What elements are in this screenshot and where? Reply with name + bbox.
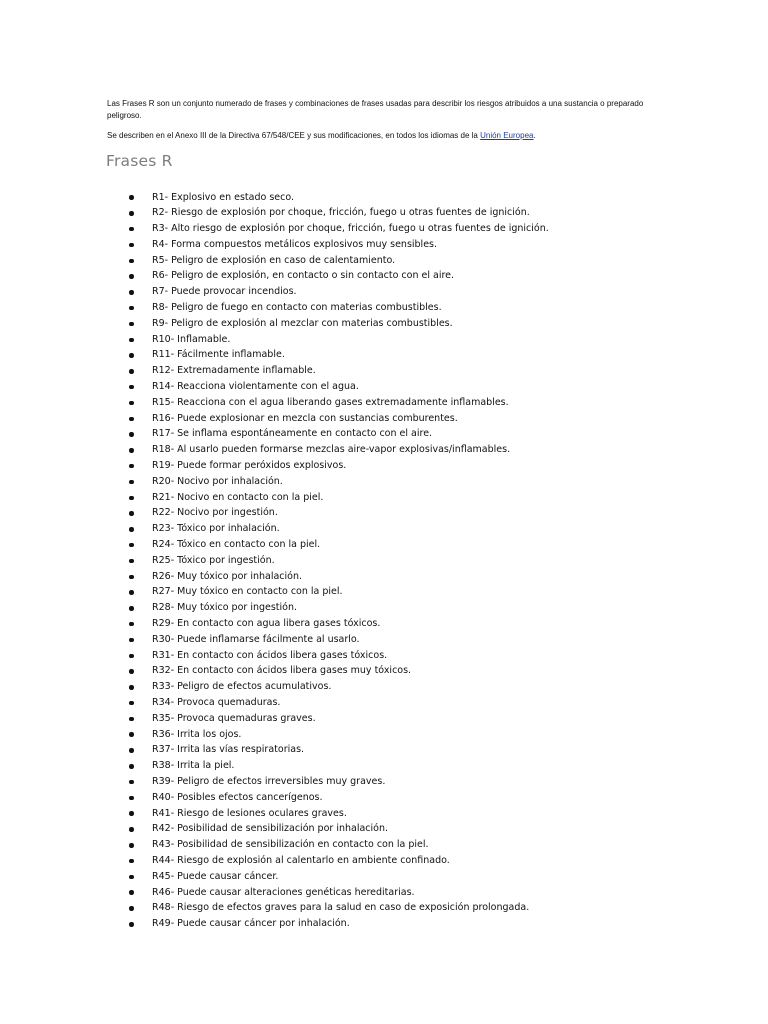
bullet-icon [129,701,134,706]
list-item [126,821,549,837]
phrase-text: R42- Posibilidad de sensibilización por inhalación. [152,823,388,835]
phrase-text: R16- Puede explosionar en mezcla con sustancias comburentes. [152,412,458,424]
list-item [126,553,549,569]
list-item [126,900,549,916]
list-item [126,869,549,885]
phrase-text: R45- Puede causar cáncer. [152,870,279,882]
list-item [126,253,549,269]
phrase-text: R36- Irrita los ojos. [152,728,242,740]
list-item [126,853,549,869]
list-item [126,316,549,332]
list-item [126,679,549,695]
phrase-text: R14- Reacciona violentamente con el agua. [152,381,359,393]
phrase-text: R48- Riesgo de efectos graves para la salud en caso de exposición prolongada. [152,902,530,914]
bullet-icon [129,780,134,785]
phrase-text: R34- Provoca quemaduras. [152,697,281,708]
list-item [126,663,549,679]
list-item [126,458,549,474]
bullet-icon [129,353,134,358]
phrase-text: R32- En contacto con ácidos libera gases muy tóxicos. [152,665,412,677]
list-item [126,237,549,253]
phrase-text: R33- Peligro de efectos acumulativos. [152,681,332,693]
list-item [126,758,549,774]
phrase-text: R40- Posibles efectos cancerígenos. [152,791,323,803]
phrase-text: R21- Nocivo en contacto con la piel. [152,491,324,503]
phrase-text: R19- Puede formar peróxidos explosivos. [152,460,347,472]
phrase-text: R8- Peligro de fuego en contacto con materias combustibles. [152,302,442,314]
list-item [126,505,549,521]
bullet-icon [129,717,134,722]
intro-paragraph: Las Frases R son un conjunto numerado de frases y combinaciones de frases usadas para describir los riesgos atribuidos a una sustancia o preparado peligroso. [107,99,644,120]
bullet-icon [129,811,134,816]
union-europea-link[interactable]: Unión Europea [480,131,534,140]
phrase-text: R18- Al usarlo pueden formarse mezclas aire-vapor explosivas/inflamables. [152,444,511,456]
phrase-text: R43- Posibilidad de sensibilización en contacto con la piel. [152,839,429,851]
section-heading: Frases R [106,152,173,170]
bullet-icon [129,290,134,295]
bullet-icon [129,369,134,374]
list-item [126,616,549,632]
phrase-text: R4- Forma compuestos metálicos explosivos muy sensibles. [152,238,438,250]
bullet-icon [129,274,134,279]
bullet-icon [129,906,134,911]
bullet-icon [129,590,134,595]
bullet-icon [129,480,134,485]
list-item [126,363,549,379]
bullet-icon [129,401,134,406]
bullet-icon [129,432,134,437]
list-item [126,347,549,363]
bullet-icon [129,322,134,327]
phrase-text: R5- Peligro de explosión en caso de calentamiento. [152,254,396,266]
bullet-icon [129,606,134,611]
list-item [126,411,549,427]
list-item [126,711,549,727]
bullet-icon [129,511,134,516]
bullet-icon [129,259,134,264]
phrase-text: R24- Tóxico en contacto con la piel. [152,539,321,551]
bullet-icon [129,527,134,532]
phrase-text: R6- Peligro de explosión, en contacto o sin contacto con el aire. [152,270,455,282]
bullet-icon [129,732,134,737]
phrase-text: R27- Muy tóxico en contacto con la piel. [152,586,343,598]
phrase-text: R44- Riesgo de explosión al calentarlo en ambiente confinado. [152,854,450,866]
bullet-icon [129,496,134,501]
list-item [126,474,549,490]
list-item [126,695,549,711]
list-item [126,885,549,901]
phrase-text: R39- Peligro de efectos irreversibles muy graves. [152,775,386,787]
list-item [126,205,549,221]
phrase-text: R12- Extremadamente inflamable. [152,365,316,377]
list-item [126,221,549,237]
phrase-text: R15- Reacciona con el agua liberando gases extremadamente inflamables. [152,396,509,408]
phrase-text: R20- Nocivo por inhalación. [152,475,283,487]
list-item [126,774,549,790]
phrase-text: R35- Provoca quemaduras graves. [152,712,316,724]
bullet-icon [129,306,134,311]
list-item [126,806,549,822]
list-item [126,190,549,206]
list-item [126,727,549,743]
phrase-text: R26- Muy tóxico por inhalación. [152,570,303,582]
bullet-icon [129,338,134,343]
phrase-text: R23- Tóxico por inhalación. [152,523,280,535]
phrase-text: R30- Puede inflamarse fácilmente al usarlo. [152,633,360,645]
list-item [126,268,549,284]
list-item [126,584,549,600]
phrase-text: R41- Riesgo de lesiones oculares graves. [152,807,347,819]
list-item [126,300,549,316]
phrase-text: R38- Irrita la piel. [152,760,235,772]
list-item [126,537,549,553]
bullet-icon [129,543,134,548]
bullet-icon [129,669,134,674]
list-item [126,600,549,616]
bullet-icon [129,448,134,453]
list-item [126,521,549,537]
phrase-text: R10- Inflamable. [152,333,231,345]
phrase-text: R11- Fácilmente inflamable. [152,349,285,361]
directive-text-end: . [533,131,536,140]
phrase-text: R37- Irrita las vías respiratorias. [152,744,305,756]
list-item [126,742,549,758]
list-item [126,490,549,506]
list-item [126,426,549,442]
bullet-icon [129,685,134,690]
phrase-text: R25- Tóxico por ingestión. [152,554,275,566]
phrase-text: R2- Riesgo de explosión por choque, fricción, fuego u otras fuentes de ignición. [152,207,530,219]
bullet-icon [129,748,134,753]
bullet-icon [129,875,134,880]
bullet-icon [129,638,134,643]
list-item [126,332,549,348]
bullet-icon [129,195,134,200]
phrase-text: R17- Se inflama espontáneamente en contacto con el aire. [152,428,433,440]
phrase-text: R31- En contacto con ácidos libera gases tóxicos. [152,649,388,661]
intro-paragraph-directive [107,130,667,142]
bullet-icon [129,922,134,927]
phrase-text: R3- Alto riesgo de explosión por choque, fricción, fuego u otras fuentes de ignición. [152,223,549,235]
phrase-text: R29- En contacto con agua libera gases tóxicos. [152,618,381,630]
bullet-icon [129,890,134,895]
list-item [126,916,549,932]
bullet-icon [129,417,134,422]
list-item [126,648,549,664]
bullet-icon [129,211,134,216]
bullet-icon [129,559,134,564]
list-item [126,284,549,300]
list-item [126,379,549,395]
list-item [126,632,549,648]
bullet-icon [129,575,134,580]
phrase-text: R22- Nocivo por ingestión. [152,507,278,519]
bullet-icon [129,796,134,801]
bullet-icon [129,764,134,769]
list-item [126,569,549,585]
bullet-icon [129,622,134,627]
bullet-icon [129,843,134,848]
phrase-text: R1- Explosivo en estado seco. [152,191,295,203]
bullet-icon [129,654,134,659]
bullet-icon [129,243,134,248]
phrase-text: R46- Puede causar alteraciones genéticas hereditarias. [152,886,415,898]
phrase-text: R9- Peligro de explosión al mezclar con materias combustibles. [152,317,453,329]
phrase-text: R28- Muy tóxico por ingestión. [152,602,298,614]
list-item [126,395,549,411]
bullet-icon [129,385,134,390]
list-item [126,837,549,853]
phrase-text: R7- Puede provocar incendios. [152,286,297,298]
list-item [126,442,549,458]
directive-text: Se describen en el Anexo III de la Directiva 67/548/CEE y sus modificaciones, en todos los idiomas de la [107,131,481,140]
bullet-icon [129,859,134,864]
phrase-text: R49- Puede causar cáncer por inhalación. [152,918,350,930]
bullet-icon [129,464,134,469]
list-item [126,790,549,806]
bullet-icon [129,827,134,832]
bullet-icon [129,227,134,232]
r-phrases-list [126,190,549,932]
